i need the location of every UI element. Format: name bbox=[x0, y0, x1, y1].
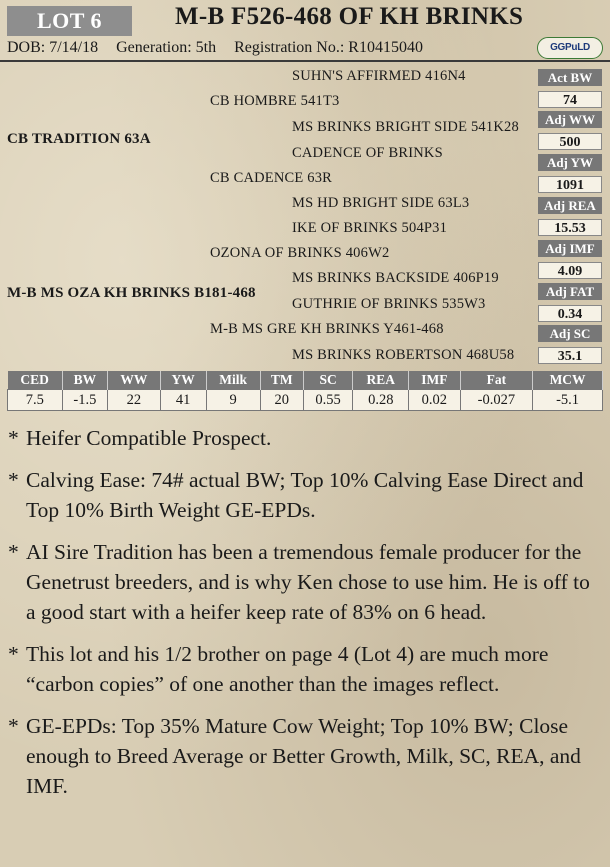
epd-value-bw: -1.5 bbox=[62, 390, 107, 411]
pedigree-dam-dam: M-B MS GRE KH BRINKS Y461-468 bbox=[210, 321, 444, 337]
header-divider bbox=[0, 60, 610, 62]
stat-value-adj-rea: 15.53 bbox=[538, 219, 602, 236]
epd-header-row bbox=[8, 371, 603, 390]
epd-value-fat: -0.027 bbox=[460, 390, 533, 411]
stat-value-adj-imf: 4.09 bbox=[538, 262, 602, 279]
asterisk-icon: * bbox=[8, 714, 19, 738]
stat-value-adj-yw: 1091 bbox=[538, 176, 602, 193]
notes-list bbox=[8, 423, 603, 813]
epd-header-ww: WW bbox=[107, 371, 160, 390]
stat-value-adj-ww: 500 bbox=[538, 133, 602, 150]
pedigree-sire-sire: CB HOMBRE 541T3 bbox=[210, 93, 340, 109]
pedigree-g7: GUTHRIE OF BRINKS 535W3 bbox=[292, 296, 486, 312]
registration-number: Registration No.: R10415040 bbox=[234, 39, 423, 56]
animal-name-title: M-B F526-468 OF KH BRINKS bbox=[175, 3, 524, 30]
asterisk-icon: * bbox=[8, 540, 19, 564]
note-text: Heifer Compatible Prospect. bbox=[26, 426, 272, 450]
epd-value-milk: 9 bbox=[206, 390, 260, 411]
pedigree-g1: SUHN'S AFFIRMED 416N4 bbox=[292, 68, 466, 84]
pedigree-sire-dam: CB CADENCE 63R bbox=[210, 170, 333, 186]
pedigree-g6: MS BRINKS BACKSIDE 406P19 bbox=[292, 270, 499, 286]
pedigree-dam: M-B MS OZA KH BRINKS B181-468 bbox=[7, 285, 256, 301]
note-text: This lot and his 1/2 brother on page 4 (Lot 4) are much more “carbon copies” of one another than the images reflect. bbox=[26, 642, 549, 696]
epd-value-mcw: -5.1 bbox=[533, 390, 603, 411]
pedigree-g2: MS BRINKS BRIGHT SIDE 541K28 bbox=[292, 119, 519, 135]
stat-label-adj-fat: Adj FAT bbox=[538, 283, 602, 300]
note-item bbox=[8, 537, 603, 627]
epd-value-rea: 0.28 bbox=[353, 390, 409, 411]
note-text: AI Sire Tradition has been a tremendous female producer for the Genetrust breeders, and is why Ken chose to use him. He is off to a good start with a heifer keep rate of 83% on 6 head. bbox=[26, 540, 590, 624]
epd-value-sc: 0.55 bbox=[303, 390, 353, 411]
epd-header-mcw: MCW bbox=[533, 371, 603, 390]
epd-value-yw: 41 bbox=[160, 390, 206, 411]
epd-value-imf: 0.02 bbox=[409, 390, 460, 411]
asterisk-icon: * bbox=[8, 468, 19, 492]
note-item bbox=[8, 639, 603, 699]
pedigree-g3: CADENCE OF BRINKS bbox=[292, 145, 443, 161]
stat-value-act-bw: 74 bbox=[538, 91, 602, 108]
epd-header-imf: IMF bbox=[409, 371, 460, 390]
note-text: GE-EPDs: Top 35% Mature Cow Weight; Top 10% BW; Close enough to Breed Average or Better Growth, Milk, SC, REA, and IMF. bbox=[26, 714, 581, 798]
epd-header-milk: Milk bbox=[206, 371, 260, 390]
pedigree-dam-sire: OZONA OF BRINKS 406W2 bbox=[210, 245, 390, 261]
stat-label-adj-rea: Adj REA bbox=[538, 197, 602, 214]
note-item bbox=[8, 711, 603, 801]
stat-value-adj-fat: 0.34 bbox=[538, 305, 602, 322]
epd-value-row bbox=[8, 390, 603, 411]
pedigree-sire: CB TRADITION 63A bbox=[7, 131, 151, 147]
stat-label-adj-sc: Adj SC bbox=[538, 325, 602, 342]
asterisk-icon: * bbox=[8, 426, 19, 450]
stat-value-adj-sc: 35.1 bbox=[538, 347, 602, 364]
epd-header-fat: Fat bbox=[460, 371, 533, 390]
pedigree-g8: MS BRINKS ROBERTSON 468U58 bbox=[292, 347, 515, 363]
epd-header-bw: BW bbox=[62, 371, 107, 390]
ggp-logo: GGPuLD bbox=[537, 37, 603, 59]
lot-badge: LOT 6 bbox=[7, 6, 132, 36]
stat-label-adj-ww: Adj WW bbox=[538, 111, 602, 128]
epd-value-ced: 7.5 bbox=[8, 390, 63, 411]
epd-value-tm: 20 bbox=[260, 390, 303, 411]
pedigree-g4: MS HD BRIGHT SIDE 63L3 bbox=[292, 195, 470, 211]
epd-header-sc: SC bbox=[303, 371, 353, 390]
epd-header-rea: REA bbox=[353, 371, 409, 390]
generation: Generation: 5th bbox=[116, 39, 217, 56]
dob: DOB: 7/14/18 bbox=[7, 39, 99, 56]
epd-header-yw: YW bbox=[160, 371, 206, 390]
epd-header-tm: TM bbox=[260, 371, 303, 390]
note-text: Calving Ease: 74# actual BW; Top 10% Calving Ease Direct and Top 10% Birth Weight GE-EPDs. bbox=[26, 468, 584, 522]
stat-label-adj-yw: Adj YW bbox=[538, 154, 602, 171]
asterisk-icon: * bbox=[8, 642, 19, 666]
epd-header-ced: CED bbox=[8, 371, 63, 390]
stat-label-act-bw: Act BW bbox=[538, 69, 602, 86]
note-item bbox=[8, 423, 603, 453]
epd-table bbox=[7, 371, 603, 411]
note-item bbox=[8, 465, 603, 525]
pedigree-g5: IKE OF BRINKS 504P31 bbox=[292, 220, 448, 236]
info-line bbox=[7, 39, 437, 57]
stat-label-adj-imf: Adj IMF bbox=[538, 240, 602, 257]
epd-value-ww: 22 bbox=[107, 390, 160, 411]
